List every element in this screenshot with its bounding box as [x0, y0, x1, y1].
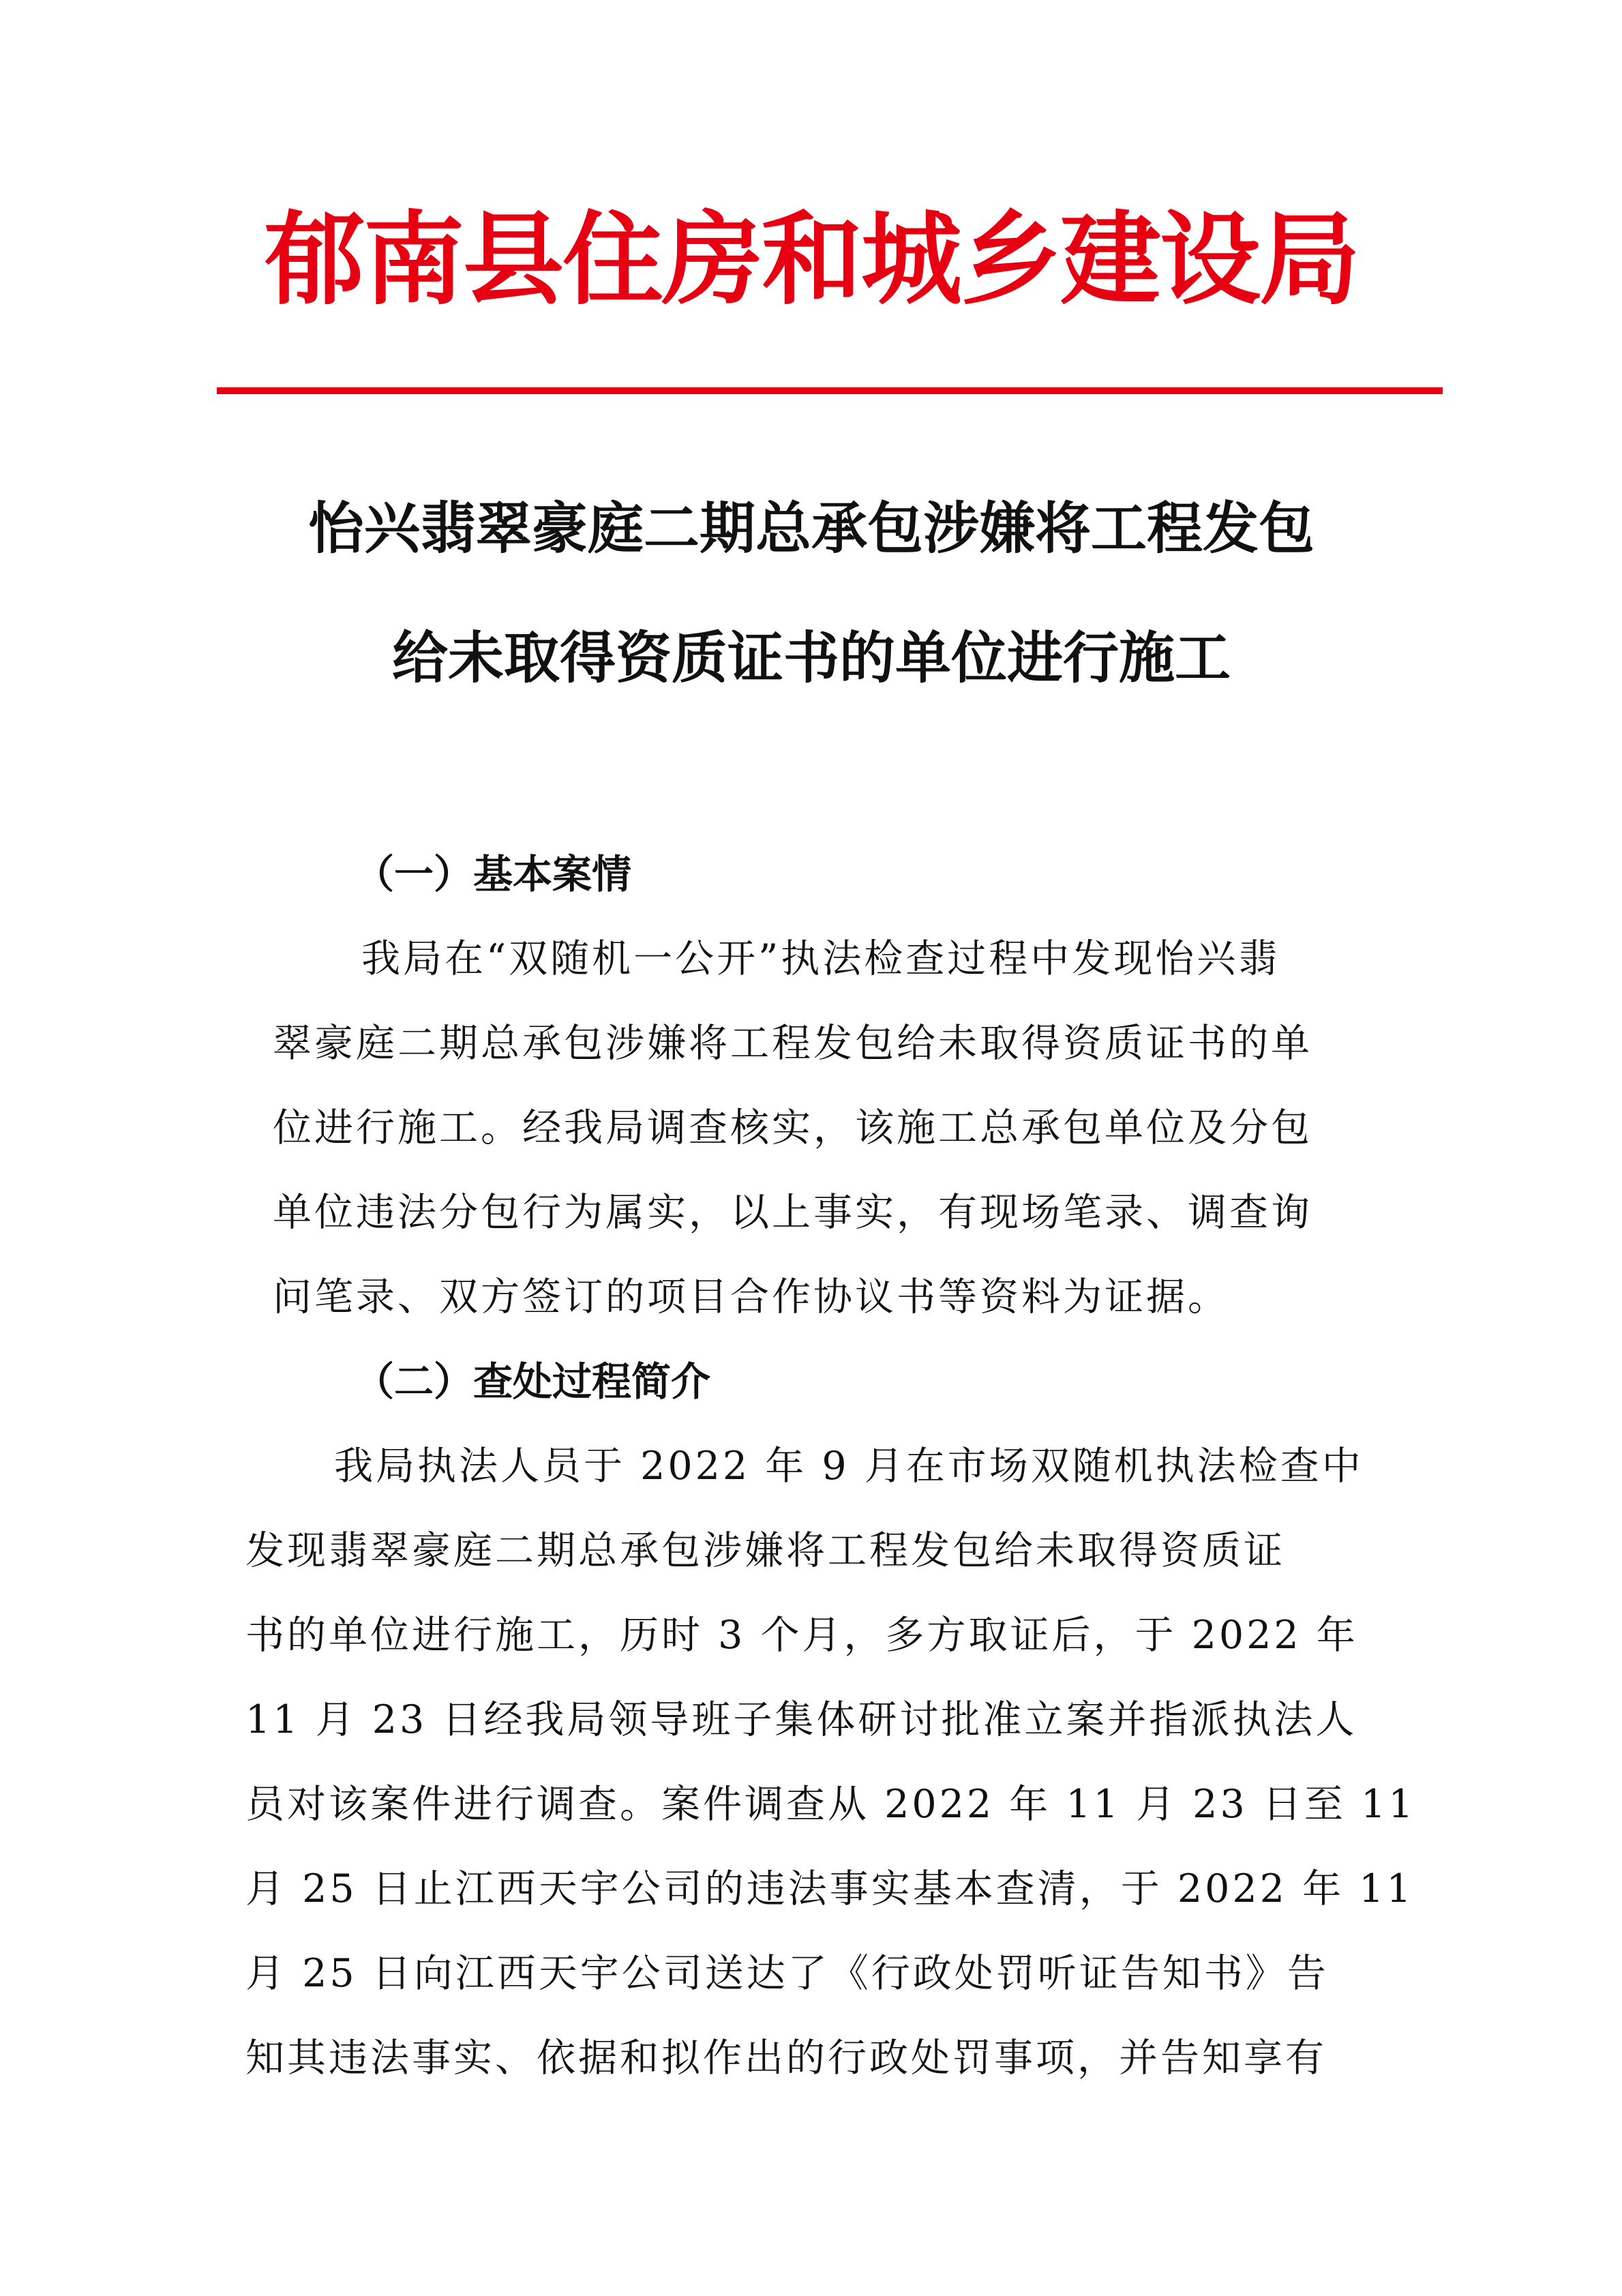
paragraph-line: 11 月 23 日经我局领导班子集体研讨批准立案并指派执法人: [245, 1697, 1357, 1742]
paragraph-line: 翠豪庭二期总承包涉嫌将工程发包给未取得资质证书的单: [273, 1021, 1312, 1066]
document-body: [245, 832, 1416, 2100]
section-paragraph-basic-facts: [245, 916, 1377, 1339]
org-header: 郁南县住房和城乡建设局: [264, 200, 1359, 318]
section-heading-basic-facts: （一）基本案情: [355, 851, 632, 897]
paragraph-line: 书的单位进行施工，历时 3 个月，多方取证后，于 2022 年: [245, 1613, 1358, 1658]
paragraph-line: 位进行施工。经我局调查核实，该施工总承包单位及分包: [273, 1105, 1312, 1150]
paragraph-line: 我局执法人员于 2022 年 9 月在市场双随机执法检查中: [334, 1444, 1364, 1489]
paragraph-line: 单位违法分包行为属实，以上事实，有现场笔录、调查询: [273, 1190, 1312, 1235]
paragraph-line: 员对该案件进行调查。案件调查从 2022 年 11 月 23 日至 11: [245, 1782, 1416, 1827]
paragraph-line: 月 25 日向江西天宇公司送达了《行政处罚听证告知书》告: [245, 1951, 1329, 1996]
paragraph-line: 月 25 日止江西天宇公司的违法事实基本查清，于 2022 年 11: [245, 1866, 1414, 1911]
title-line-2: 给未取得资质证书的单位进行施工: [391, 625, 1231, 691]
paragraph-line: 知其违法事实、依据和拟作出的行政处罚事项，并告知享有: [245, 2036, 1327, 2081]
paragraph-line: 我局在“双随机一公开”执法检查过程中发现怡兴翡: [361, 936, 1280, 981]
document-title: [205, 464, 1418, 723]
header-red-rule: [217, 387, 1443, 394]
title-line-1: 怡兴翡翠豪庭二期总承包涉嫌将工程发包: [307, 496, 1315, 561]
section-heading-process: （二）查处过程简介: [355, 1358, 711, 1405]
paragraph-line: 发现翡翠豪庭二期总承包涉嫌将工程发包给未取得资质证: [245, 1528, 1285, 1573]
paragraph-line: 问笔录、双方签订的项目合作协议书等资料为证据。: [273, 1274, 1229, 1320]
section-paragraph-process: [245, 1424, 1416, 2100]
